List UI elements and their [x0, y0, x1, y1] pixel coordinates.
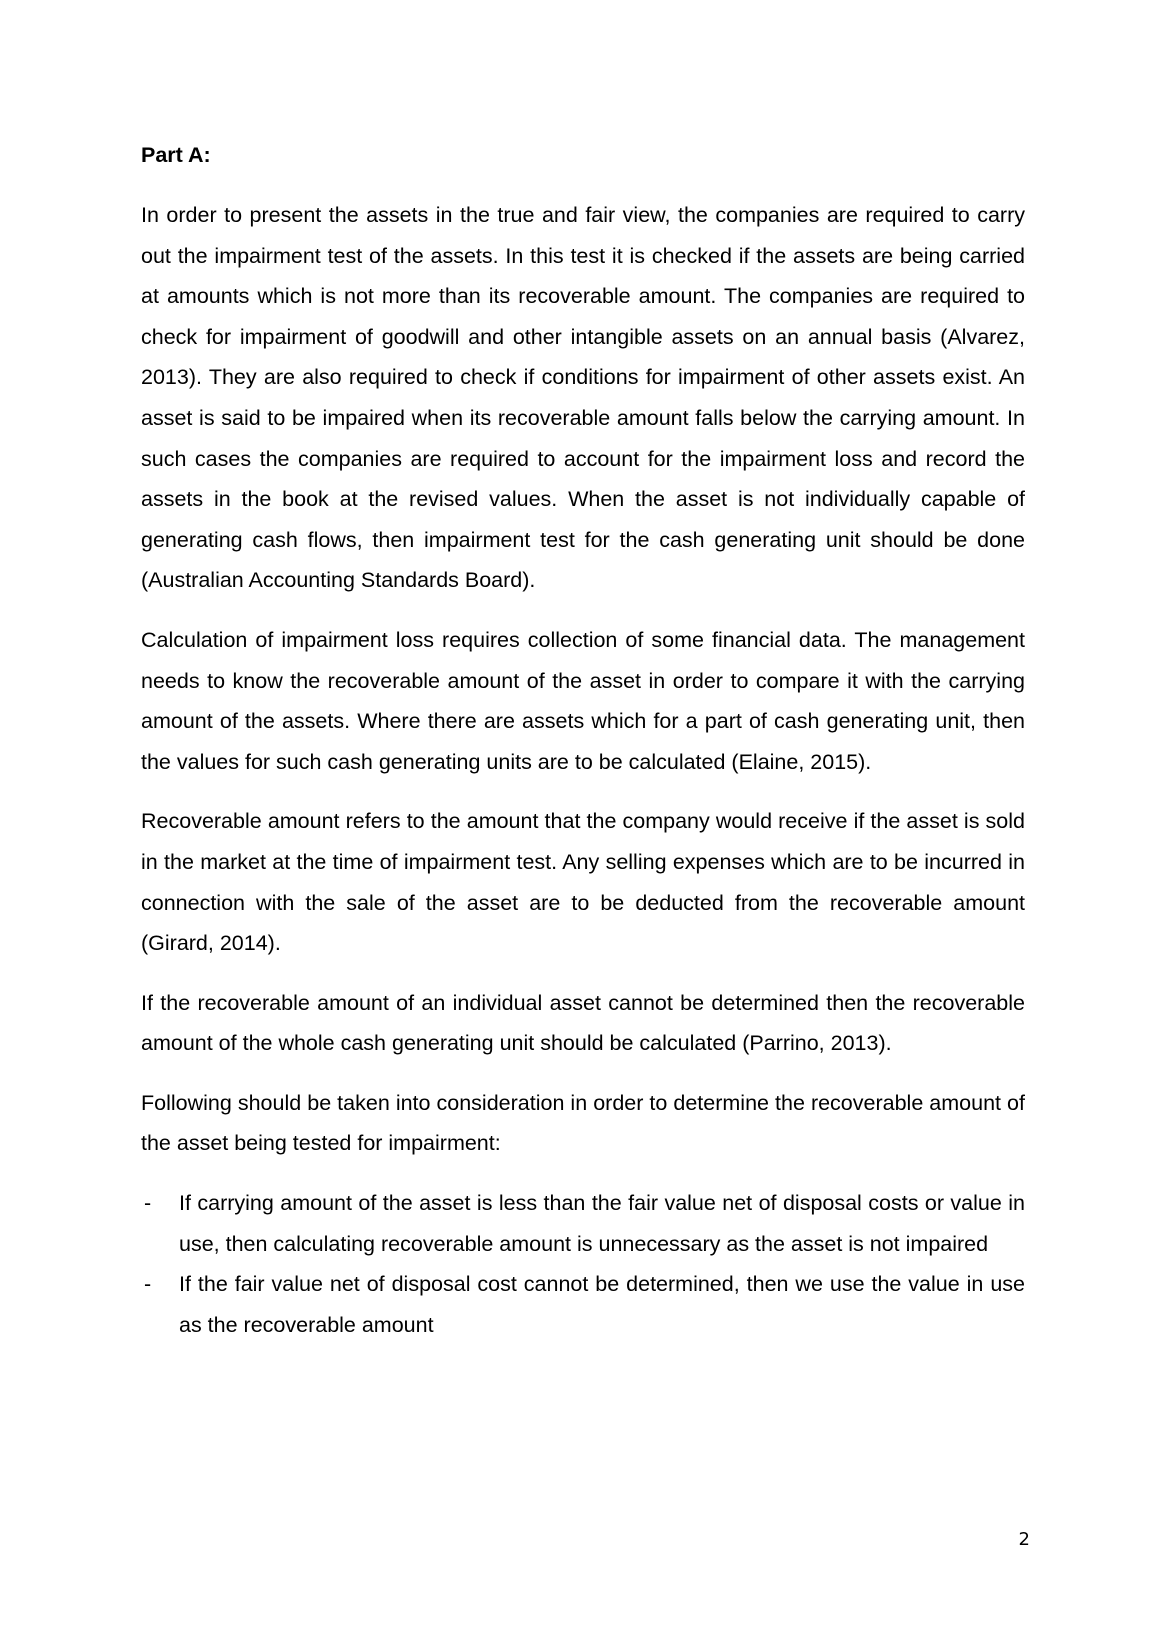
list-item-text: If the fair value net of disposal cost cannot be determined, then we use the value in use as the recoverable amount	[179, 1272, 1025, 1337]
page-content	[141, 135, 1025, 1345]
paragraph-impairment-calculation: Calculation of impairment loss requires collection of some financial data. The management needs to know the recoverable amount of the asset in order to compare it with the carrying amount of the assets. Where there are assets which for a part of cash generating unit, then the values for such cash generating units are to be calculated (Elaine, 2015).	[141, 627, 1025, 774]
paragraph-recoverable-amount: Recoverable amount refers to the amount that the company would receive if the asset is sold in the market at the time of impairment test. Any selling expenses which are to be incurred in connection with the sale of the asset are to be deducted from the recoverable amount (Girard, 2014).	[141, 809, 1025, 956]
list-item	[141, 1183, 1025, 1264]
paragraph-impairment-intro: In order to present the assets in the true and fair view, the companies are required to carry out the impairment test of the assets. In this test it is checked if the assets are being carried at amounts which is not more than its recoverable amount. The companies are required to check for impairment of goodwill and other intangible assets on an annual basis (Alvarez, 2013). They are also required to check if conditions for impairment of other assets exist. An asset is said to be impaired when its recoverable amount falls below the carrying amount. In such cases the companies are required to account for the impairment loss and record the assets in the book at the revised values. When the asset is not individually capable of generating cash flows, then impairment test for the cash generating unit should be done (Australian Accounting Standards Board).	[141, 203, 1025, 593]
paragraph-cash-generating-unit: If the recoverable amount of an individual asset cannot be determined then the recoverable amount of the whole cash generating unit should be calculated (Parrino, 2013).	[141, 990, 1025, 1056]
bullet-marker: -	[144, 1272, 152, 1297]
bullet-marker: -	[144, 1191, 152, 1216]
paragraph-considerations: Following should be taken into consideration in order to determine the recoverable amount of the asset being tested for impairment:	[141, 1090, 1025, 1156]
list-item	[141, 1264, 1025, 1345]
section-heading: Part A:	[141, 143, 211, 167]
page-number: 2	[1018, 1529, 1030, 1550]
considerations-list	[141, 1183, 1025, 1345]
list-item-text: If carrying amount of the asset is less than the fair value net of disposal costs or value in use, then calculating recoverable amount is unnecessary as the asset is not impaired	[179, 1191, 1025, 1256]
